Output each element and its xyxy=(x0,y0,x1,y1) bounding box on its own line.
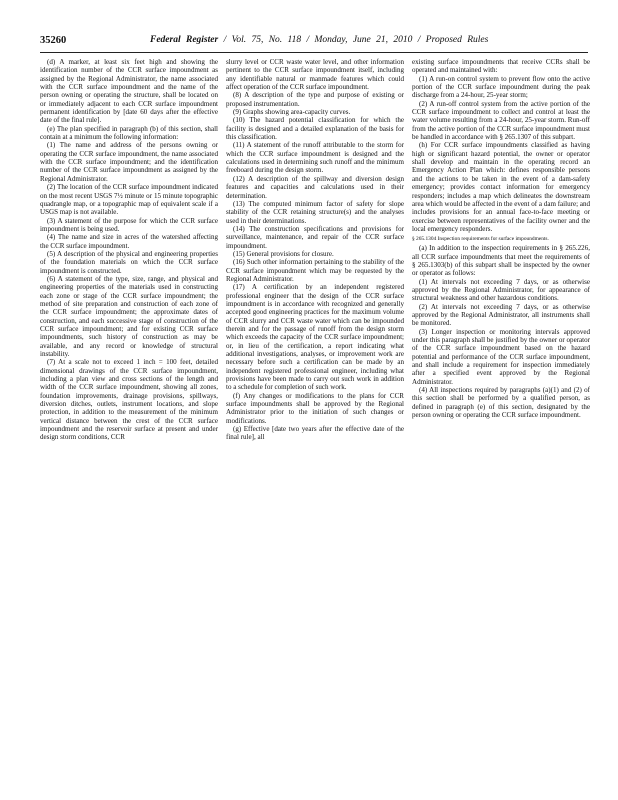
paragraph: (10) The hazard potential classification for which the facility is designed and a detailed explanation of the basis for this classification. xyxy=(226,116,404,142)
paragraph: (h) For CCR surface impoundments classified as having high or significant hazard potential, the owner or operator shall develop and maintain in the operating record an Emergency Action Plan which: defines responsible persons and the actions to be taken in the event of a dam-safety emergency; provides contact information for emergency responders; includes a map which delineates the downstream area which would be affected in the event of a dam failure; and includes provisions for an annual face-to-face meeting or exercise between representatives of the facility owner and the local emergency responders. xyxy=(412,141,590,233)
paragraph: (2) The location of the CCR surface impoundment indicated on the most recent USGS 7½ minute or 15 minute topographic quadrangle map, or a topographic map of equivalent scale if a USGS map is not available. xyxy=(40,183,218,217)
paragraph: existing surface impoundments that receive CCRs shall be operated and maintained with: xyxy=(412,58,590,75)
page-number: 35260 xyxy=(40,35,67,46)
section-heading: § 265.1304 Inspection requirements for surface impoundments. xyxy=(412,236,549,243)
paragraph: (d) A marker, at least six feet high and showing the identification number of the CCR surface impoundment as assigned by the Regional Administrator, the name associated with the CCR surface impoundment and the name of the person owning or operating the structure, shall be located on or immediately adjacent to each CCR surface impoundment permanent identification by [date 60 days after the effective date of the final rule]. xyxy=(40,58,218,125)
paragraph: (3) A statement of the purpose for which the CCR surface impoundment is being used. xyxy=(40,216,218,233)
paragraph: (2) At intervals not exceeding 7 days, or as otherwise approved by the Regional Administrator, all instruments shall be monitored. xyxy=(412,302,590,328)
paragraph: (g) Effective [date two years after the effective date of the final rule], all xyxy=(226,425,404,442)
paragraph: (2) A run-off control system from the active portion of the CCR surface impoundment to collect and control at least the water volume resulting from a 24-hour, 25-year storm. Run-off from the active portion of the CCR surface impoundment must be handled in accordance with § 265.1307 of this subpart. xyxy=(412,99,590,142)
paragraph: (17) A certification by an independent registered professional engineer that the design of the CCR surface impoundment is in accordance with recognized and generally accepted good engineering practices for the maximum volume of CCR slurry and CCR waste water which can be impounded therein and for the passage of runoff from the design storm which exceeds the capacity of the CCR surface impoundment; or, in lieu of the certification, a report indicating what additional investigations, analyses, or improvement work are necessary before such a certification can be made by an independent registered professional engineer, including what provisions have been made to carry out such work in addition to a schedule for completion of such work. xyxy=(226,283,404,392)
paragraph: (8) A description of the type and purpose of existing or proposed instrumentation. xyxy=(226,91,404,108)
paragraph: (1) At intervals not exceeding 7 days, or as otherwise approved by the Regional Administrator, for appearance of structural weakness and other hazardous conditions. xyxy=(412,277,590,303)
page-header xyxy=(40,35,588,49)
text-column-3 xyxy=(412,58,590,419)
paragraph: slurry level or CCR waste water level, and other information pertinent to the CCR surface impoundment itself, including any identifiable natural or manmade features which could affect operation of the CCR surface impoundment. xyxy=(226,58,404,92)
paragraph: (f) Any changes or modifications to the plans for CCR surface impoundments shall be approved by the Regional Administrator prior to the initiation of such changes or modifications. xyxy=(226,391,404,425)
paragraph: (12) A description of the spillway and diversion design features and capacities and calculations used in their determination. xyxy=(226,174,404,200)
issue-info: / Vol. 75, No. 118 / Monday, June 21, 2010 / Proposed Rules xyxy=(223,35,489,45)
paragraph: (1) The name and address of the persons owning or operating the CCR surface impoundment, the name associated with the CCR surface impoundment; and the identification number of the CCR surface impoundment as assigned by the Regional Administrator. xyxy=(40,141,218,183)
paragraph: (a) In addition to the inspection requirements in § 265.226, all CCR surface impoundments that meet the requirements of § 265.1303(b) of this subpart shall be inspected by the owner or operator as follows: xyxy=(412,244,590,278)
paragraph: (14) The construction specifications and provisions for surveillance, maintenance, and repair of the CCR surface impoundment. xyxy=(226,224,404,250)
paragraph: (7) At a scale not to exceed 1 inch = 100 feet, detailed dimensional drawings of the CCR surface impoundment, including a plan view and cross sections of the length and width of the CCR surface impoundment, showing all zones, foundation improvements, drainage provisions, spillways, diversion ditches, outlets, instrument locations, and slope protection, in addition to the measurement of the minimum vertical distance between the crest of the CCR surface impoundment and the reservoir surface at present and under design storm conditions, CCR xyxy=(40,358,218,442)
paragraph: (6) A statement of the type, size, range, and physical and engineering properties of the materials used in constructing each zone or stage of the CCR surface impoundment; the method of site preparation and construction of each zone of the CCR surface impoundment; the approximate dates of construction, and each successive stage of construction of the CCR surface impoundment; and for existing CCR surface impoundments, such history of construction as may be available, and any record or knowledge of structural instability. xyxy=(40,274,218,359)
paragraph: (15) General provisions for closure. xyxy=(233,249,334,258)
paragraph: (1) A run-on control system to prevent flow onto the active portion of the CCR surface impoundment during the peak discharge from a 24-hour, 25-year storm; xyxy=(412,74,590,100)
paragraph: (11) A statement of the runoff attributable to the storm for which the CCR surface impoundment is designed and the calculations used in determining such runoff and the minimum freeboard during the design storm. xyxy=(226,141,404,175)
header-rule xyxy=(40,52,588,53)
publication-line xyxy=(150,35,488,45)
text-column-2 xyxy=(226,58,404,442)
paragraph: (13) The computed minimum factor of safety for slope stability of the CCR retaining structure(s) and the analyses used in their determinations. xyxy=(226,199,404,225)
paragraph: (9) Graphs showing area-capacity curves. xyxy=(233,108,351,117)
text-column-1 xyxy=(40,58,218,442)
paragraph: (4) All inspections required by paragraphs (a)(1) and (2) of this section shall be performed by a qualified person, as defined in paragraph (e) of this section, designated by the person owning or operating the CCR surface impoundment. xyxy=(412,386,590,420)
paragraph: (5) A description of the physical and engineering properties of the foundation materials on which the CCR surface impoundment is constructed. xyxy=(40,249,218,275)
paragraph: (4) The name and size in acres of the watershed affecting the CCR surface impoundment. xyxy=(40,233,218,250)
publication-title: Federal Register xyxy=(150,35,219,45)
paragraph: (e) The plan specified in paragraph (b) of this section, shall contain at a minimum the following information: xyxy=(40,124,218,142)
paragraph: (16) Such other information pertaining to the stability of the CCR surface impoundment which may be requested by the Regional Administrator. xyxy=(226,258,404,283)
paragraph: (3) Longer inspection or monitoring intervals approved under this paragraph shall be justified by the owner or operator of the CCR surface impoundment based on the hazard potential and performance of the CCR surface impoundment, and shall include a requirement for inspection immediately after a specified event approved by the Regional Administrator. xyxy=(412,327,590,386)
